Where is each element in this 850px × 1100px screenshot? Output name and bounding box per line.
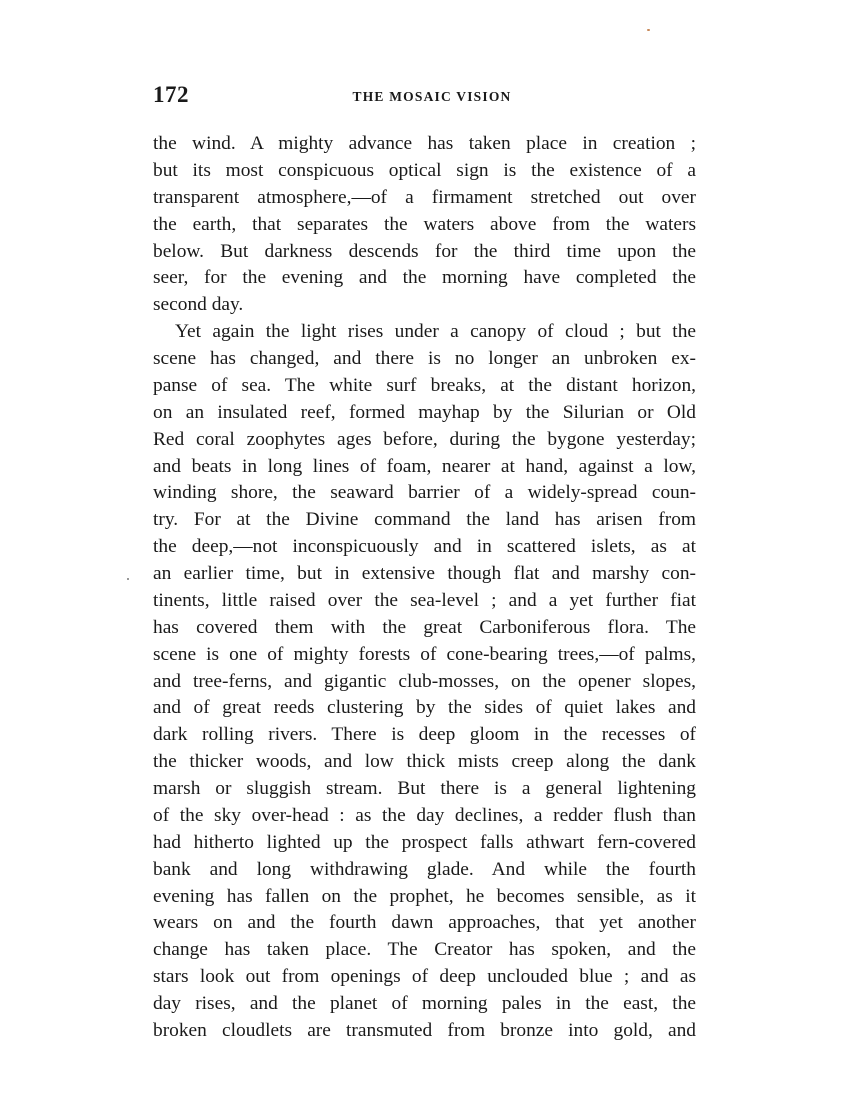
- text-line: try. For at the Divine command the land has arisen from: [153, 509, 696, 531]
- text-line: scene has changed, and there is no longer an unbroken ex-: [153, 348, 696, 369]
- text-line: tinents, little raised over the sea-level ; and a yet further fiat: [153, 589, 696, 611]
- text-line: and of great reeds clustering by the sides of quiet lakes and: [153, 697, 696, 719]
- text-line: the thicker woods, and low thick mists creep along the dank: [153, 751, 696, 773]
- margin-speck: [127, 578, 129, 580]
- text-line: winding shore, the seaward barrier of a widely-spread coun-: [153, 482, 696, 504]
- text-line: stars look out from openings of deep unclouded blue ; and as: [153, 966, 696, 988]
- text-line: but its most conspicuous optical sign is the existence of a: [153, 159, 696, 181]
- text-line: transparent atmosphere,—of a firmament stretched out over: [153, 186, 696, 208]
- text-line: Yet again the light rises under a canopy of cloud ; but the: [175, 321, 696, 343]
- text-line: marsh or sluggish stream. But there is a general lightening: [153, 778, 696, 799]
- text-line: panse of sea. The white surf breaks, at the distant horizon,: [153, 374, 696, 396]
- text-line: the wind. A mighty advance has taken place in creation ;: [153, 133, 696, 154]
- text-line: of the sky over-head : as the day declines, a redder flush than: [153, 804, 696, 826]
- text-line: bank and long withdrawing glade. And while the fourth: [153, 858, 696, 880]
- text-line: change has taken place. The Creator has spoken, and the: [153, 939, 696, 961]
- text-line: seer, for the evening and the morning have completed the: [153, 267, 696, 289]
- text-line: and tree-ferns, and gigantic club-mosses, on the opener slopes,: [153, 670, 696, 692]
- text-line: the earth, that separates the waters above from the waters: [153, 213, 696, 235]
- page-header: [153, 82, 696, 112]
- text-line: second day.: [153, 294, 244, 316]
- text-line: the deep,—not inconspicuously and in scattered islets, as at: [153, 536, 696, 558]
- text-line: dark rolling rivers. There is deep gloom in the recesses of: [153, 724, 696, 746]
- text-line: an earlier time, but in extensive though flat and marshy con-: [153, 563, 696, 584]
- text-line: Red coral zoophytes ages before, during the bygone yesterday;: [153, 428, 696, 450]
- text-line: has covered them with the great Carboniferous flora. The: [153, 616, 696, 638]
- text-line: on an insulated reef, formed mayhap by the Silurian or Old: [153, 401, 696, 423]
- text-line: wears on and the fourth dawn approaches, that yet another: [153, 912, 696, 934]
- text-line: day rises, and the planet of morning pales in the east, the: [153, 993, 696, 1014]
- body-text: [153, 131, 696, 1045]
- ink-speck: [647, 29, 650, 31]
- text-line: below. But darkness descends for the third time upon the: [153, 240, 696, 262]
- running-head: THE MOSAIC VISION: [352, 89, 512, 104]
- text-line: and beats in long lines of foam, nearer at hand, against a low,: [153, 455, 696, 477]
- text-line: scene is one of mighty forests of cone-bearing trees,—of palms,: [153, 643, 696, 665]
- text-line: evening has fallen on the prophet, he becomes sensible, as it: [153, 885, 696, 907]
- text-line: had hitherto lighted up the prospect falls athwart fern-covered: [153, 831, 696, 853]
- page-number: 172: [153, 82, 189, 107]
- text-line: broken cloudlets are transmuted from bronze into gold, and: [153, 1019, 696, 1041]
